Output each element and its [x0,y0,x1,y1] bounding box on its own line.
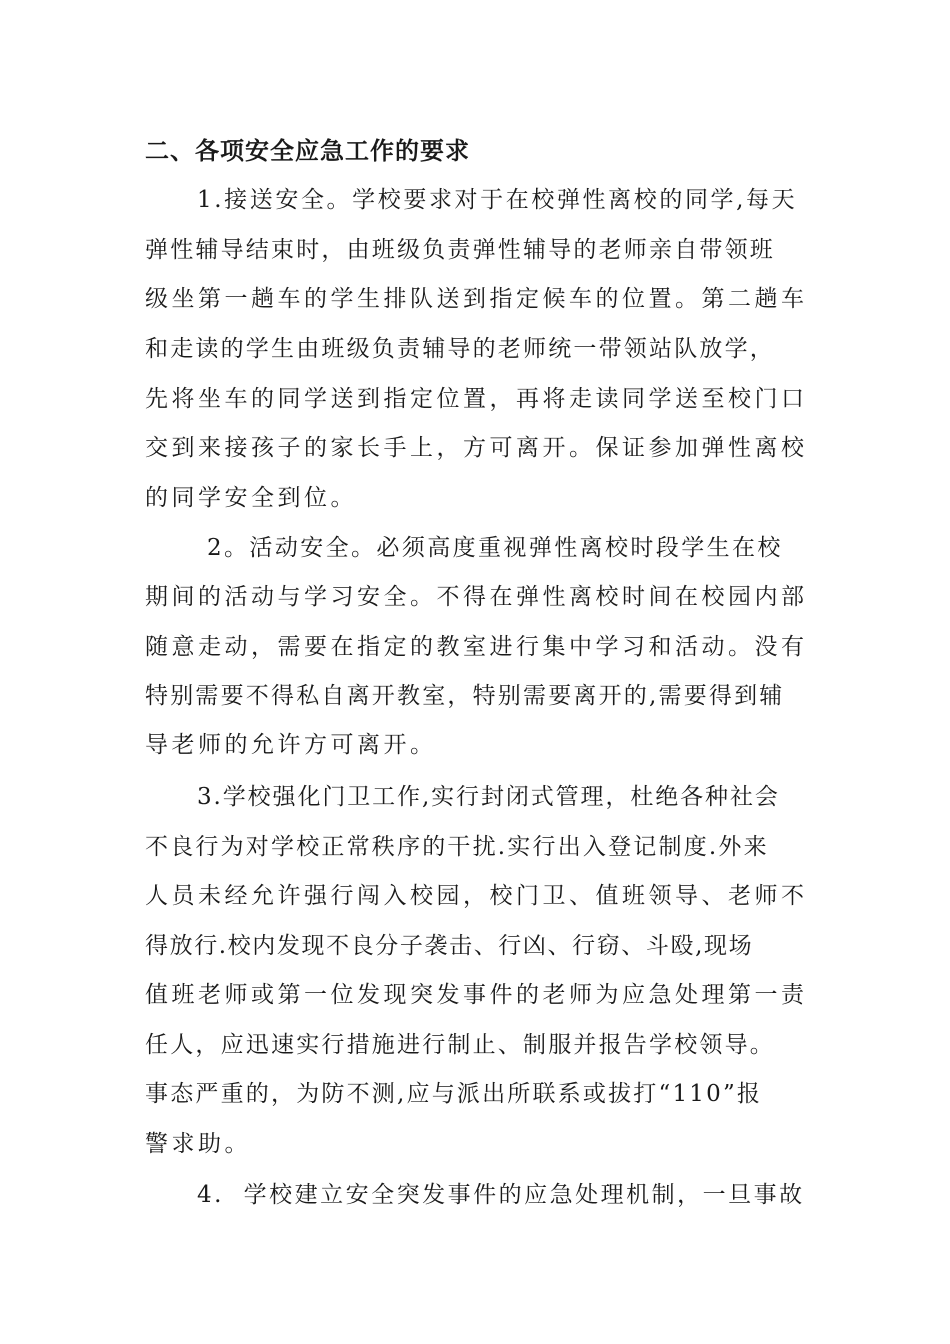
paragraph-2-line-4: 特别需要不得私自离开教室，特别需要离开的,需要得到辅 [145,683,785,709]
paragraph-3-line-4: 得放行.校内发现不良分子袭击、行凶、行窃、斗殴,现场 [145,933,754,959]
paragraph-3-line-8: 警求助。 [145,1131,251,1157]
paragraph-3-line-7: 事态严重的，为防不测,应与派出所联系或拔打“110”报 [145,1081,763,1107]
paragraph-3-line-6: 任人，应迅速实行措施进行制止、制服并报告学校领导。 [145,1032,775,1058]
paragraph-2-line-2: 期间的活动与学习安全。不得在弹性离校时间在校园内部 [145,584,808,610]
section-heading: 二、各项安全应急工作的要求 [145,137,470,165]
paragraph-4-line-1: 4. 学校建立安全突发事件的应急处理机制，一旦事故 [197,1182,805,1208]
paragraph-3-line-5: 值班老师或第一位发现突发事件的老师为应急处理第一责 [145,982,808,1008]
paragraph-1-line-1: 1.接送安全。学校要求对于在校弹性离校的同学,每天 [197,187,798,213]
paragraph-1-line-4: 和走读的学生由班级负责辅导的老师统一带领站队放学， [145,336,775,362]
paragraph-2-line-1: 2。活动安全。必须高度重视弹性离校时段学生在校 [207,535,783,561]
paragraph-1-line-3: 级坐第一趟车的学生排队送到指定候车的位置。第二趟车 [145,286,808,312]
paragraph-3-line-2: 不良行为对学校正常秩序的干扰.实行出入登记制度.外来 [145,834,769,860]
paragraph-1-line-6: 交到来接孩子的家长手上，方可离开。保证参加弹性离校 [145,435,808,461]
paragraph-1-line-2: 弹性辅导结束时，由班级负责弹性辅导的老师亲自带领班 [145,237,775,263]
paragraph-1-line-7: 的同学安全到位。 [145,485,357,511]
paragraph-1-line-5: 先将坐车的同学送到指定位置，再将走读同学送至校门口 [145,386,808,412]
paragraph-2-line-5: 导老师的允许方可离开。 [145,732,437,758]
paragraph-2-line-3: 随意走动，需要在指定的教室进行集中学习和活动。没有 [145,634,808,660]
paragraph-3-line-3: 人员未经允许强行闯入校园，校门卫、值班领导、老师不 [145,883,808,909]
paragraph-3-line-1: 3.学校强化门卫工作,实行封闭式管理，杜绝各种社会 [197,784,780,810]
